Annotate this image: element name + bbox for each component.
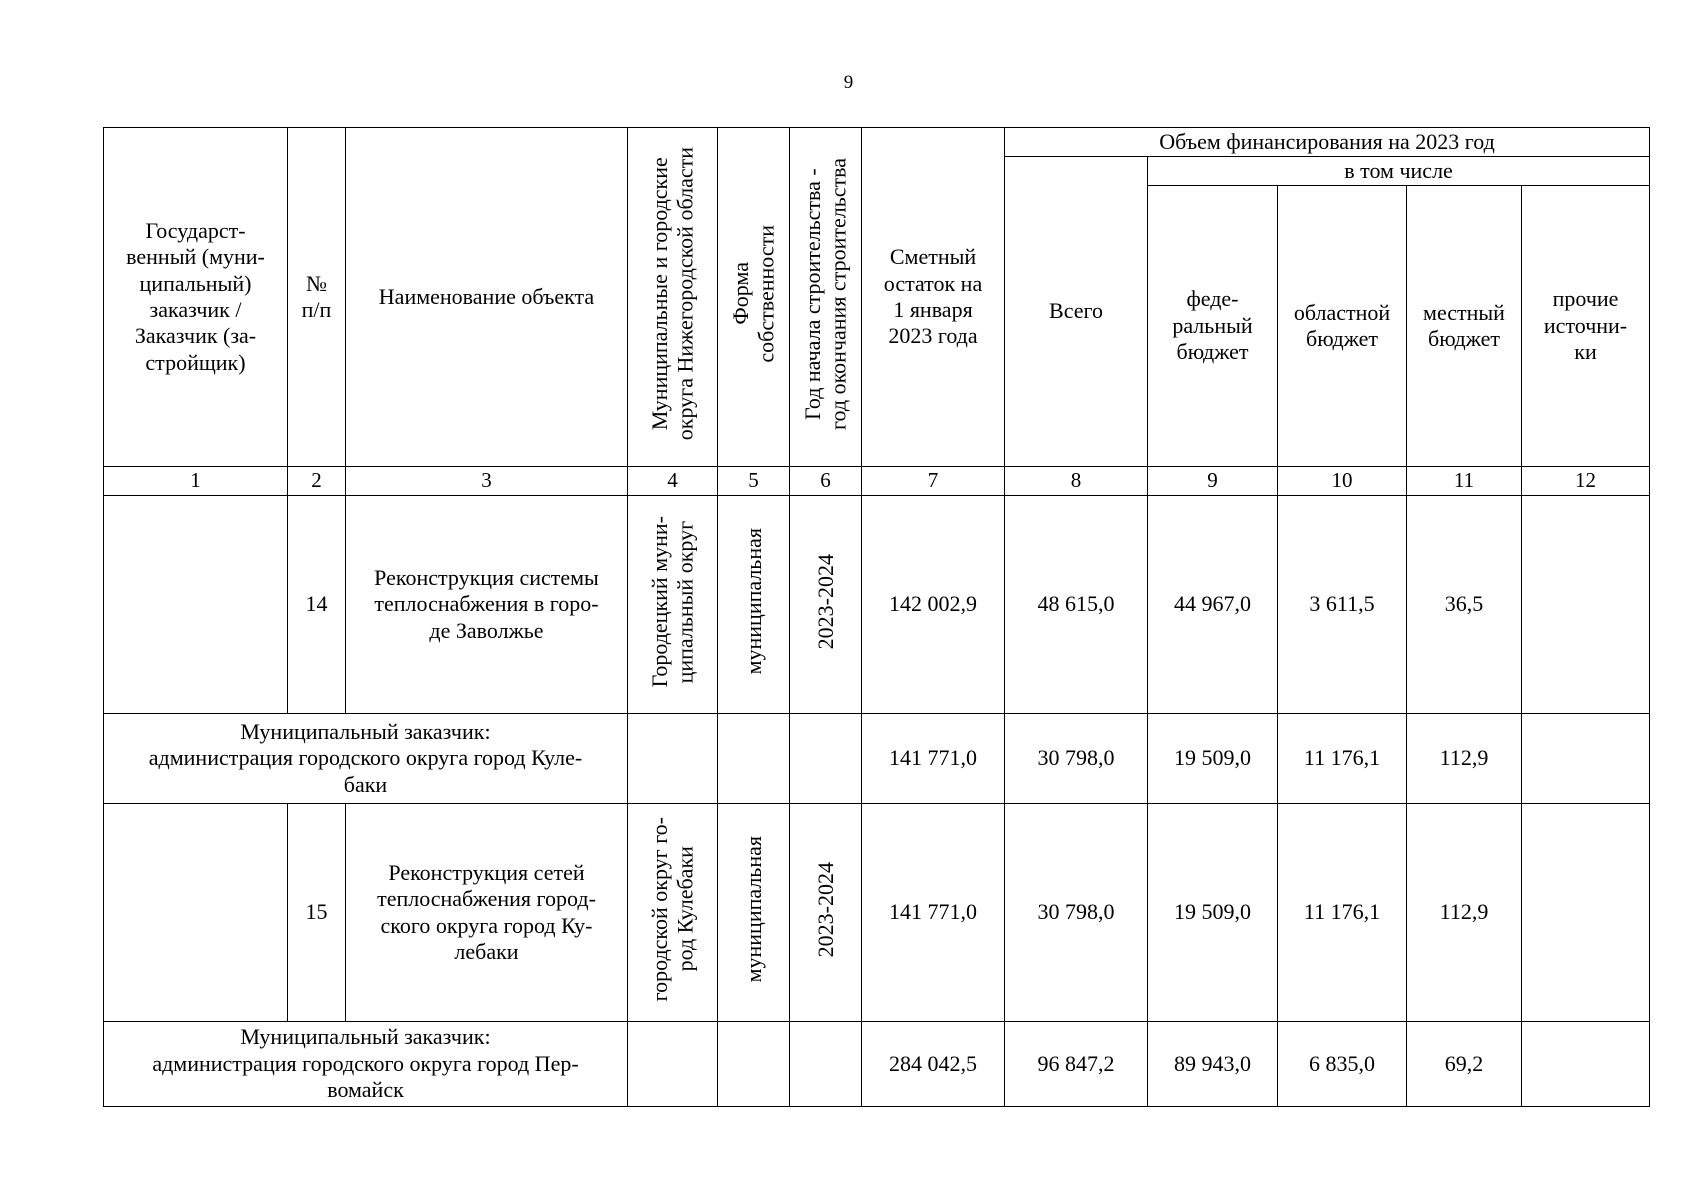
table-row-object <box>104 496 1650 714</box>
balance-cell: 141 771,0 <box>862 804 1005 1022</box>
ownership-cell <box>718 1022 790 1107</box>
ownership-cell <box>718 714 790 804</box>
row-no: 14 <box>288 496 346 714</box>
balance-cell: 142 002,9 <box>862 496 1005 714</box>
municipality-cell: Городецкий муни- ципальный округ <box>628 496 718 714</box>
ownership-cell: муниципальная <box>718 804 790 1022</box>
page-number: 9 <box>843 72 854 93</box>
other-cell <box>1522 496 1650 714</box>
column-number: 6 <box>790 467 862 496</box>
years-cell: 2023-2024 <box>790 804 862 1022</box>
municipality-cell <box>628 714 718 804</box>
customer-label: Муниципальный заказчик: администрация городского округа город Куле- баки <box>104 714 628 804</box>
header-balance: Сметный остаток на 1 января 2023 года <box>862 128 1005 467</box>
other-cell <box>1522 714 1650 804</box>
column-number: 11 <box>1407 467 1522 496</box>
row-no: 15 <box>288 804 346 1022</box>
other-cell <box>1522 1022 1650 1107</box>
customer-cell <box>104 496 288 714</box>
column-number: 3 <box>346 467 628 496</box>
column-number: 1 <box>104 467 288 496</box>
column-numbers-row <box>104 467 1650 496</box>
total-cell: 30 798,0 <box>1005 804 1148 1022</box>
header-row-no: № п/п <box>288 128 346 467</box>
header-municipality: Муниципальные и городские округа Нижегородской области <box>628 128 718 467</box>
municipality-cell: городской округ го- род Кулебаки <box>628 804 718 1022</box>
regional-cell: 3 611,5 <box>1278 496 1407 714</box>
balance-cell: 141 771,0 <box>862 714 1005 804</box>
local-cell: 69,2 <box>1407 1022 1522 1107</box>
header-object-name: Наименование объекта <box>346 128 628 467</box>
table-row-customer <box>104 714 1650 804</box>
years-cell <box>790 714 862 804</box>
column-number: 9 <box>1148 467 1278 496</box>
municipality-cell <box>628 1022 718 1107</box>
years-cell: 2023-2024 <box>790 496 862 714</box>
column-number: 2 <box>288 467 346 496</box>
header-local: местный бюджет <box>1407 186 1522 467</box>
header-funding-group: Объем финансирования на 2023 год <box>1005 128 1650 157</box>
federal-cell: 89 943,0 <box>1148 1022 1278 1107</box>
column-number: 4 <box>628 467 718 496</box>
regional-cell: 11 176,1 <box>1278 804 1407 1022</box>
regional-cell: 6 835,0 <box>1278 1022 1407 1107</box>
total-cell: 48 615,0 <box>1005 496 1148 714</box>
total-cell: 96 847,2 <box>1005 1022 1148 1107</box>
years-cell <box>790 1022 862 1107</box>
column-number: 10 <box>1278 467 1407 496</box>
header-ownership: Форма собственности <box>718 128 790 467</box>
customer-label: Муниципальный заказчик: администрация городского округа город Пер- вомайск <box>104 1022 628 1107</box>
local-cell: 112,9 <box>1407 804 1522 1022</box>
column-number: 8 <box>1005 467 1148 496</box>
customer-cell <box>104 804 288 1022</box>
object-name: Реконструкция сетей теплоснабжения город- ского округа город Ку- лебаки <box>346 804 628 1022</box>
financing-table <box>103 127 1650 1107</box>
header-including: в том числе <box>1148 157 1650 186</box>
federal-cell: 19 509,0 <box>1148 804 1278 1022</box>
header-customer: Государст- венный (муни- ципальный) заказчик / Заказчик (за- стройщик) <box>104 128 288 467</box>
header-total: Всего <box>1005 157 1148 467</box>
header-years: Год начала строительства - год окончания строительства <box>790 128 862 467</box>
balance-cell: 284 042,5 <box>862 1022 1005 1107</box>
federal-cell: 44 967,0 <box>1148 496 1278 714</box>
total-cell: 30 798,0 <box>1005 714 1148 804</box>
local-cell: 112,9 <box>1407 714 1522 804</box>
other-cell <box>1522 804 1650 1022</box>
header-other: прочие источни- ки <box>1522 186 1650 467</box>
column-number: 7 <box>862 467 1005 496</box>
header-regional: областной бюджет <box>1278 186 1407 467</box>
federal-cell: 19 509,0 <box>1148 714 1278 804</box>
object-name: Реконструкция системы теплоснабжения в горо- де Заволжье <box>346 496 628 714</box>
table-row-object <box>104 804 1650 1022</box>
header-federal: феде- ральный бюджет <box>1148 186 1278 467</box>
column-number: 12 <box>1522 467 1650 496</box>
table-row-customer <box>104 1022 1650 1107</box>
ownership-cell: муниципальная <box>718 496 790 714</box>
column-number: 5 <box>718 467 790 496</box>
regional-cell: 11 176,1 <box>1278 714 1407 804</box>
local-cell: 36,5 <box>1407 496 1522 714</box>
